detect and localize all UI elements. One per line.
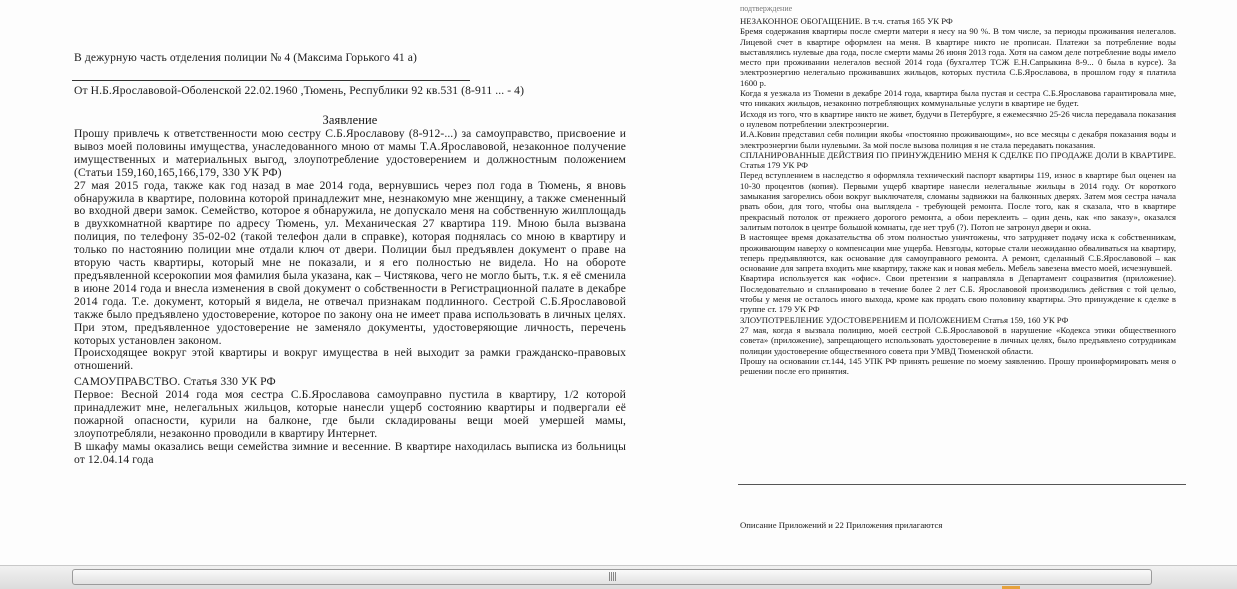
right-body: [740, 16, 1176, 376]
paragraph-readings: Исходя из того, что в квартире никто не живет, будучи в Петербурге, я ежемесячно 25-26 числа передавала показания о нулевом потреблении электроэнергии.: [740, 108, 1176, 129]
section-heading-abuse: ЗЛОУПОТРЕБЛЕНИЕ УДОСТОВЕРЕНИЕМ И ПОЛОЖЕНИЕМ Статья 159, 160 УК РФ: [740, 314, 1069, 325]
attachments-line: Описание Приложений и 22 Приложения прилагаются: [740, 520, 943, 530]
paragraph-request: Прошу привлечь к ответственности мою сестру С.Б.Ярославову (8-912-...) за самоуправство, присвоение и вывоз моей половины имущества, унаследованного мною от мамы Т.А.Ярославовой, незаконное получение имущественных и материальных выгод, злоупотребление удостоверением и должностным положением (Статьи 159,160,165,166,179, 330 УК РФ): [74, 127, 626, 179]
paragraph-evidence: В настоящее время доказательства об этом полностью уничтожены, что затрудняет подачу иска к собственникам, проживающим наверху о компенсации мне ущерба. Невзгоды, которые стали неожиданно обваливаться на квартиру, теперь предъявляются, как основание для самоуправного ремонта. А ремонт, сделанный С.Б.Ярославовой – как основание для запрета входить мне квартиру, также как и новая мебель. Мебель завезена вместо моей, исчезнувшей.: [740, 232, 1176, 274]
paragraph-request-decision: Прошу на основании ст.144, 145 УПК РФ принять решение по моему заявлению. Прошу проинформировать меня о решении после его принятия.: [740, 355, 1176, 377]
divider-line: [72, 80, 470, 81]
section-heading-enrichment: НЕЗАКОННОЕ ОБОГАЩЕНИЕ. В т.ч. статья 165 УК РФ: [740, 16, 953, 26]
paragraph-wardrobe: В шкафу мамы оказались вещи семейства зимние и весенние. В квартире находилась выписка из больницы от 12.04.14 года: [74, 439, 626, 466]
paragraph-certificate: 27 мая, когда я вызвала полицию, моей сестрой С.Б.Ярославовой в нарушение «Кодекса этики общественного совета» (приложение), запрещающего использовать удостоверение в личных целях, было предъявлено сотрудникам полиции удостоверение общественного совета при УМВД Тюменской области.: [740, 324, 1176, 356]
addressee-line: В дежурную часть отделения полиции № 4 (Максима Горького 41 а): [74, 51, 417, 64]
section-heading-coercion: СПЛАНИРОВАННЫЕ ДЕЙСТВИЯ ПО ПРИНУЖДЕНИЮ МЕНЯ К СДЕЛКЕ ПО ПРОДАЖЕ ДОЛИ В КВАРТИРЕ. Статья 179 УК РФ: [740, 149, 1176, 171]
paragraph-burden: Бремя содержания квартиры после смерти матери я несу на 90 %. В том числе, за периоды проживания нелегалов. Лицевой счет в квартире оформлен на меня. В квартире никто не прописан. Платежи за потребление воды выставлялись нулевые два года, после смерти мамы 26 июня 2013 года. Хотя на самом деле потребление воды имело место при проживании нелегалов весной 2014 года (бухгалтер ТСЖ Е.Н.Сапрыкина 8-9... 0 была в курсе). За электроэнергию нелегально проживавших жильцов, которых пустила С.Б.Ярославова, в прошлом году я платила 1600 р.: [740, 26, 1176, 88]
horizontal-scrollbar[interactable]: [0, 565, 1237, 589]
paragraph-first: Первое: Весной 2014 года моя сестра С.Б.Ярославова самоуправно пустила в квартиру, 1/2 которой принадлежит мне, нелегальных жильцов, которые нанесли ущерб состоянию квартиры и подвергали её пожарной опасности, курили на балконе, где были складированы вещи моей умершей мамы, злоупотребляли, незаконно проводили в квартиру Интернет.: [74, 388, 626, 440]
paragraph-passport: Перед вступлением в наследство я оформляла технический паспорт квартиры 119, износ в квартире был оценен на 10-30 процентов (копия). Первыми ущерб квартире нанесли нелегальные жильцы в 2014 году. От короткого замыкания загорелись обои вокруг выключателя, сломаны задвижки на балконных дверях. Затем моя сестра начала рвать обои, для того, чтобы она выглядела - требующей ремонта. После того, как я сказала, что в квартире прекрасный потолок от прежнего дорогого ремонта, а обои переклеить – один день, как «по заказу», оказался залитым потолок в центре большой комнаты, где нет труб (?). Потоп не затронул двери и окна.: [740, 170, 1176, 232]
paragraph-events: 27 мая 2015 года, также как год назад в мае 2014 года, вернувшись через пол года в Тюмень, я вновь обнаружила в квартире, половина которой принадлежит мне, незнакомую мне женщину, а также смененный во входной двери замок. Семейство, которое я обнаружила, не допускало меня на собственную жилплощадь в двухкомнатной квартире по адресу Тюмень, ул. Механическая 27 квартира 119. Мною была вызвана полиция, по телефону 35-02-02 (такой телефон дали в справке), которая поднялась со мною в квартиру и только по настоянию полиции мне отдали ключ от двери. Полиции был предъявлен документ о праве на вторую часть квартиры, который мне не показали, и я его полностью не видела. Но на обороте предъявленной ксерокопии моя фамилия была указана, как – Чистякова, чего не могло быть, т.к. я её сменила в июне 2014 года и внесла изменения в свой документ о собственности в Регистрационной палате в декабре 2014 года. Т.е. документ, который я видела, не отвечал признакам подлинного. Сестрой С.Б.Ярославовой также было предъявлено удостоверение, которое по закону она не имеет права использовать в личных целях. При этом, предъявленное удостоверение не заменяло документы, удостоверяющие личность, перечень которых установлен законом.: [74, 178, 626, 347]
paragraph-conclusion: Происходящее вокруг этой квартиры и вокруг имущества в ней выходит за рамки гражданско-правовых отношений.: [74, 346, 626, 373]
scrollbar-thumb[interactable]: [72, 569, 1152, 585]
sender-line: От Н.Б.Ярославовой-Оболенской 22.02.1960 ,Тюмень, Республики 92 кв.531 (8-911 ... - 4): [74, 84, 525, 97]
left-body: [74, 128, 626, 467]
document-title: Заявление: [322, 113, 378, 127]
section-heading-arbitrariness: САМОУПРАВСТВО. Статья 330 УК РФ: [74, 375, 276, 389]
grip-icon: ||||: [607, 572, 617, 582]
signature-rule: [738, 484, 1186, 485]
cut-header-text: подтверждение: [740, 4, 793, 13]
paragraph-kovin: И.А.Ковин представил себя полиции якобы «постоянно проживающим», но все месяцы с декабря показания воды и электроэнергии были нулевыми. За мой после вызова полиция я не стала передавать показания.: [740, 129, 1176, 150]
paragraph-departure: Когда я уезжала из Тюмени в декабре 2014 года, квартира была пустая и сестра С.Б.Ярославова гарантировала мне, что никаких жильцов, незаконно потребляющих коммунальные услуги в квартире не будет.: [740, 88, 1176, 109]
paragraph-office: Квартира используется как «офис». Свои претензии я направляла в Департамент соцразвития (приложение). Последовательно и спланировано в течение более 2 лет С.Б. Ярославовой производились действия с той целью, чтобы у меня не осталось иного выхода, кроме как продать свою половину квартиры. Это принуждение к сделке в группе ст. 179 УК РФ: [740, 273, 1176, 315]
